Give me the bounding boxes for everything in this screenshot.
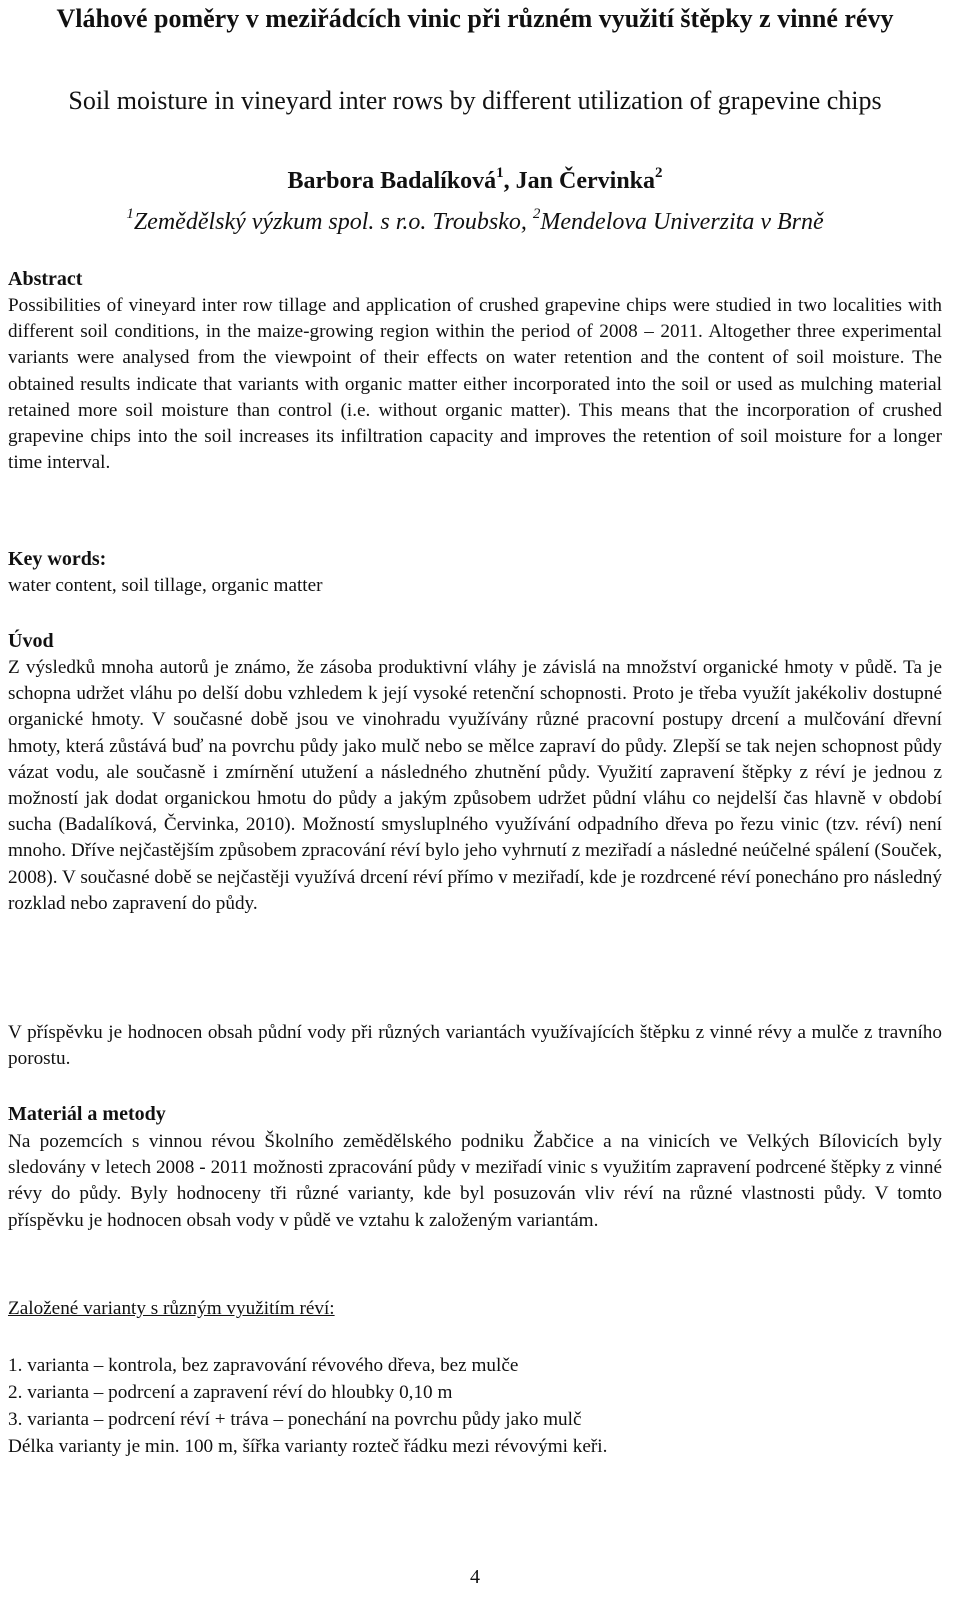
uvod-paragraph-2: V příspěvku je hodnocen obsah půdní vody při různých variantách využívajících štěpku z vinné révy a mulče z travního porostu. (8, 1022, 942, 1070)
author-text: Barbora Badalíková (287, 168, 497, 194)
metody-heading: Materiál a metody (8, 1103, 166, 1125)
authors (8, 166, 942, 196)
keywords-heading: Key words: (8, 548, 107, 570)
abstract-heading: Abstract (8, 268, 83, 290)
variants-heading: Založené varianty s různým využitím réví: (8, 1298, 335, 1319)
author-sup-2: 2 (655, 165, 663, 181)
variants-note: Délka varianty je min. 100 m, šířka varianty rozteč řádku mezi révovými keři. (8, 1436, 608, 1457)
metody-text: Na pozemcích s vinnou révou Školního zemědělského podniku Žabčice a na vinicích ve Velkých Bílovicích byly sledovány v letech 2008 - 2011 možnosti zpracování půdy v meziřadí vinic s využitím zapravení podrcené štěpky z vinné révy do půdy. Byly hodnoceny tři různé varianty, kde byl posuzován vliv réví na různé vlastnosti půdy. V tomto příspěvku je hodnocen obsah vody v půdě ve vztahu k založeným variantám. (8, 1131, 942, 1231)
page-number: 4 (470, 1566, 480, 1588)
affiliation (8, 207, 942, 237)
keywords-text: water content, soil tillage, organic matter (8, 575, 323, 596)
affil-org-2: Mendelova Univerzita v Brně (540, 209, 824, 235)
uvod-heading: Úvod (8, 630, 54, 652)
abstract-text: Possibilities of vineyard inter row tillage and application of crushed grapevine chips were studied in two localities with different soil conditions, in the maize-growing region within the period of 2008 – 2011. Altogether three experimental variants were analysed from the viewpoint of their effects on water retention and the content of soil moisture. The obtained results indicate that variants with organic matter either incorporated into the soil or used as mulching material retained more soil moisture than control (i.e. without organic matter). This means that the incorporation of crushed grapevine chips into the soil increases its infiltration capacity and improves the retention of soil moisture for a longer time interval. (8, 295, 942, 474)
affil-sup-1: 1 (126, 206, 134, 222)
variant-item-1: 1. varianta – kontrola, bez zapravování révového dřeva, bez mulče (8, 1355, 519, 1376)
variant-item-3: 3. varianta – podrcení réví + tráva – ponechání na povrchu půdy jako mulč (8, 1409, 582, 1430)
affil-org-1: Zemědělský výzkum spol. s r.o. Troubsko, (133, 209, 533, 235)
title-czech: Vláhové poměry v meziřádcích vinic při různém využití štěpky z vinné révy (56, 4, 894, 33)
uvod-paragraph-1: Z výsledků mnoha autorů je známo, že zásoba produktivní vláhy je závislá na množství organické hmoty v půdě. Ta je schopna udržet vláhu po delší dobu vzhledem k její vysoké retenční schopnosti. Proto je třeba využít jakékoliv dostupné organické hmoty. V současné době jsou ve vinohradu využívány různé pracovní postupy drcení a mulčování dřevní hmoty, která zůstává buď na povrchu půdy jako mulč nebo se mělce zapraví do půdy. Zlepší se tak nejen schopnost půdy vázat vodu, ale současně i zmírnění utužení a následného zhutnění půdy. Využití zapravení štěpky z réví je jednou z možností jak dodat organickou hmotu do půdy a jakým způsobem udržet půdní vláhu co nejdelší čas hlavně v období sucha (Badalíková, Červinka, 2010). Možností smysluplného využívání odpadního dřeva po řezu vinic (tzv. réví) není mnoho. Dříve nejčastějším způsobem zpracování réví bylo jeho vyhrnutí z meziřadí a následné neúčelné spálení (Souček, 2008). V současné době se nejčastěji využívá drcení réví přímo v meziřadí, kde je rozdrcené réví ponecháno pro následný rozklad nebo zapravení do půdy. (8, 657, 943, 914)
variant-item-2: 2. varianta – podrcení a zapravení réví do hloubky 0,10 m (8, 1382, 453, 1403)
title-english: Soil moisture in vineyard inter rows by different utilization of grapevine chips (68, 86, 882, 115)
author-sup-1: 1 (496, 165, 504, 181)
affil-sup-2: 2 (532, 206, 541, 222)
author-sep: , Jan Červinka (503, 168, 656, 194)
